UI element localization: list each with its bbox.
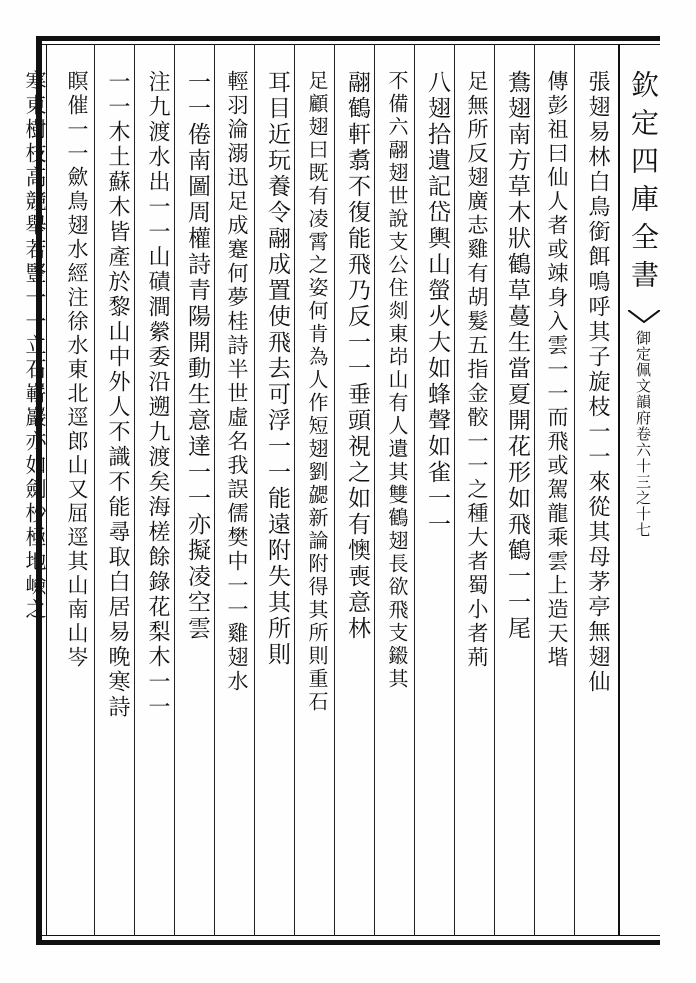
text-column-6: 不備六翮翅世說支公住剡東岇山有人遺其雙鶴翅長欲飛支鎩其	[385, 70, 409, 691]
volume-note: 御定佩文韻府卷六十三之十七	[634, 330, 652, 538]
text-column-5: 八翅拾遺記岱輿山螢火大如蜂聲如雀一一	[424, 70, 450, 538]
book-title: 欽定四庫全書	[627, 70, 660, 298]
text-column-1: 張翅易林白鳥銜餌鳴呼其子旋枝一一來從其母茅亭無翅仙	[585, 70, 610, 695]
text-column-14: 瞑催一一歛鳥翅水經注徐水東北逕郎山又屈逕其山南山岑	[65, 70, 89, 670]
text-column-12: 注九渡水出一一山磧澗縈委沿遡九渡矣海槎餘錄花梨木一一	[145, 70, 170, 720]
text-column-7: 翮鶴軒翥不復能飛乃反一一垂頭視之如有懊喪意林	[344, 70, 370, 642]
text-column-13: 一一木土蘇木皆產於黎山中外人不識不能尋取白居易晚寒詩	[105, 70, 130, 720]
text-column-11: 一一倦南圖周權詩青陽開動生意達一一亦擬凌空雲	[184, 70, 210, 642]
frame-bottom-rule	[36, 940, 660, 945]
frame-top-inner-rule	[36, 44, 660, 45]
frame-top-rule	[36, 36, 660, 41]
text-column-3: 鴦翅南方草木狀鶴草蔓生當夏開花形如飛鶴一一尾	[504, 70, 530, 642]
text-column-10: 輕羽淪溺迅足成蹇何夢桂詩半世虛名我誤儒樊中一一雞翅水	[225, 70, 249, 694]
text-column-9: 耳目近玩養令翮成置使飛去可浮一一能遠附失其所則	[264, 70, 290, 668]
text-column-8: 足顧翅曰既有凌霄之姿何肯為人作短翅劉勰新論附得其所則重石	[305, 70, 329, 714]
text-column-15: 寒東樹枝高競舉若豎一一立石嶄巖亦如劍杪極地嶮之	[23, 70, 47, 622]
frame-bottom-inner-rule	[36, 935, 660, 936]
text-column-2: 傳彭祖曰仙人者或竦身入雲一一而飛或駕龍乘雲上造天堦	[545, 70, 569, 670]
text-column-4: 足無所反翅廣志雞有胡髮五指金骹一一之種大者蜀小者荊	[465, 70, 489, 670]
